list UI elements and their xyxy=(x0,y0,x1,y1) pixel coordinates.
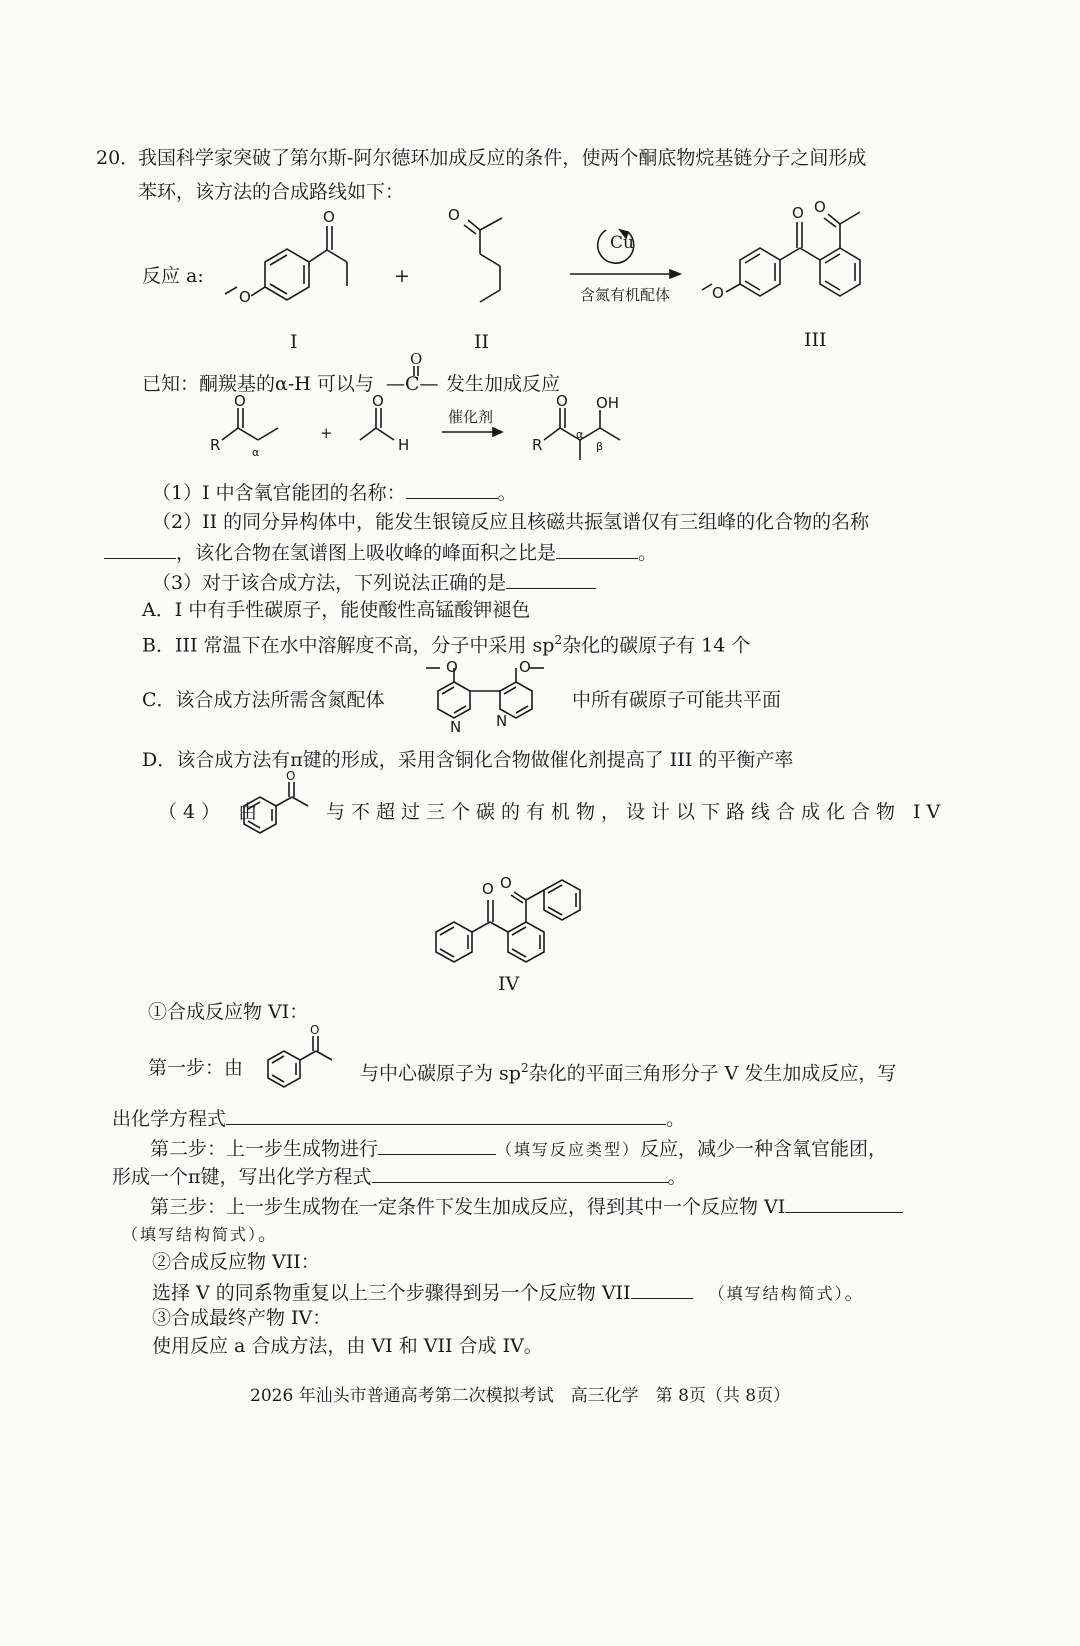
q4-step2-line2-label: 形成一个π键，写出化学方程式 xyxy=(112,1166,372,1188)
ligand-left-O: O xyxy=(446,658,458,676)
q4-post: 与不超过三个碳的有机物，设计以下路线合成化合物 IV xyxy=(326,801,947,823)
known-suffix: 发生加成反应 xyxy=(446,373,561,395)
q1-end: 。 xyxy=(497,482,517,504)
known-product-OH: OH xyxy=(596,394,620,412)
q4-step3 xyxy=(150,1194,903,1219)
q1-answer-blank[interactable] xyxy=(406,480,498,499)
q3-option-A: A．I 中有手性碳原子，能使酸性高锰酸钾褪色 xyxy=(142,599,531,621)
acetophenone-structure-step1 xyxy=(260,1023,350,1092)
q4-step1-end: 。 xyxy=(666,1108,686,1130)
q3-option-B-pre: B．III 常温下在水中溶解度不高，分子中采用 sp xyxy=(142,634,555,657)
page-footer: 2026 年汕头市普通高考第二次模拟考试 高三化学 第 8页（共 8页） xyxy=(250,1386,791,1406)
q4-step1-equation-blank[interactable] xyxy=(226,1106,666,1125)
question-intro-line2: 苯环，该方法的合成路线如下： xyxy=(138,181,405,203)
plus-sign-a: + xyxy=(394,265,410,287)
q1-label: （1）I 中含氧官能团的名称： xyxy=(152,482,406,504)
ligand-left-N: N xyxy=(450,718,462,736)
q4-part3-title: ③合成最终产物 IV： xyxy=(152,1307,332,1329)
q4-step1-post xyxy=(360,1056,896,1085)
q4-step3-note: （填写结构简式） xyxy=(122,1225,259,1244)
q2-line2 xyxy=(104,540,657,565)
q4-step2 xyxy=(150,1136,887,1162)
question-intro-line1: 我国科学家突破了第尔斯-阿尔德环加成反应的条件，使两个酮底物烷基链分子之间形成 xyxy=(138,147,867,169)
q4-step2-b: 反应，减少一种含氧官能团， xyxy=(640,1138,888,1160)
q4-step1-post-b: 杂化的平面三角形分子 V 发生加成反应，写 xyxy=(528,1062,897,1085)
compound-IV-structure xyxy=(430,840,610,970)
q2-name-blank[interactable] xyxy=(104,540,176,559)
ligand-right-N: N xyxy=(496,712,508,730)
q2-ratio-blank[interactable] xyxy=(556,540,638,559)
q4-part2 xyxy=(152,1280,864,1306)
q2-mid: ，该化合物在氢谱图上吸收峰的峰面积之比是 xyxy=(176,542,557,564)
known-reactant-R: R xyxy=(210,436,221,454)
q4-step1-post-a: 与中心碳原子为 sp xyxy=(360,1062,521,1085)
compound-II-O: O xyxy=(448,206,460,224)
q3-option-B xyxy=(142,628,750,657)
q2-text: （2）II 的同分异构体中，能发生银镜反应且核磁共振氢谱仅有三组峰的化合物的名称 xyxy=(152,511,870,533)
known-reactant-alpha: α xyxy=(252,446,260,459)
known-product-O: O xyxy=(556,392,568,410)
q4-part2-note: （填写结构简式） xyxy=(708,1284,845,1303)
q4-step3-end: 。 xyxy=(258,1223,278,1245)
known-reactant-O: O xyxy=(234,392,246,410)
q4-step1-line2-label: 出化学方程式 xyxy=(112,1108,227,1130)
q4-step2-type-blank[interactable] xyxy=(378,1136,496,1155)
compound-label-I: I xyxy=(290,331,298,353)
compound-III-ketone-O: O xyxy=(792,204,804,222)
known-carbonyl-O: O xyxy=(410,350,423,368)
aldol-reaction-scheme xyxy=(210,392,650,466)
known-product-beta: β xyxy=(596,440,604,453)
q3-label: （3）对于该合成方法，下列说法正确的是 xyxy=(152,572,507,594)
known-catalyst-label: 催化剂 xyxy=(448,408,494,426)
q4-step0: ①合成反应物 VI： xyxy=(148,1001,309,1023)
q3-answer-blank[interactable] xyxy=(506,570,596,589)
acetophenone-O-q4: O xyxy=(286,769,296,783)
q3-option-D: D．该合成方法有π键的形成，采用含铜化合物做催化剂提高了 III 的平衡产率 xyxy=(142,749,794,771)
q3-option-C-pre: C．该合成方法所需含氮配体 xyxy=(142,689,385,711)
q3-text xyxy=(152,570,596,595)
q4-step3-line2 xyxy=(122,1222,277,1247)
compound-I-structure xyxy=(215,208,375,312)
known-plus: + xyxy=(320,424,333,442)
compound-IV-label: IV xyxy=(498,973,520,995)
bipyridine-ligand-structure xyxy=(420,654,570,736)
q4-step2-end: 。 xyxy=(667,1166,687,1188)
q4-step1-line2 xyxy=(112,1106,685,1131)
compound-I-ether-O: O xyxy=(239,288,251,306)
q4-part3-text: 使用反应 a 合成方法，由 VI 和 VII 合成 IV。 xyxy=(152,1335,543,1357)
q1-text xyxy=(152,480,517,505)
compound-label-III: III xyxy=(804,329,827,351)
reaction-a-label: 反应 a: xyxy=(142,265,204,287)
ligand-condition-label: 含氮有机配体 xyxy=(580,286,671,304)
acetophenone-structure-q4 xyxy=(236,769,326,838)
compound-III-acetyl-O: O xyxy=(814,198,826,216)
question-number: 20． xyxy=(96,147,140,169)
copper-catalyst-label: Cu xyxy=(610,233,634,253)
known-product-alpha: α xyxy=(576,428,584,441)
known-prefix: 已知：酮羰基的α-H 可以与 xyxy=(142,373,374,395)
compound-II-structure xyxy=(440,198,530,308)
known-product-R: R xyxy=(532,436,543,454)
q4-part2-title: ②合成反应物 VII： xyxy=(152,1251,320,1273)
q4-step1-sup: 2 xyxy=(520,1061,529,1075)
compound-IV-ketone-O-left: O xyxy=(482,880,494,898)
q4-step3-text: 第三步：上一步生成物在一定条件下发生加成反应，得到其中一个反应物 VI xyxy=(150,1196,786,1218)
compound-III-ether-O: O xyxy=(712,284,724,302)
known-aldehyde-H: H xyxy=(398,436,410,454)
q4-step1-pre: 第一步：由 xyxy=(148,1057,244,1079)
q4-part2-text: 选择 V 的同系物重复以上三个步骤得到另一个反应物 VII xyxy=(152,1282,631,1304)
q4-step2-equation-blank[interactable] xyxy=(372,1164,668,1183)
q4-step2-a: 第二步：上一步生成物进行 xyxy=(150,1138,379,1160)
q4-pre: （4） 由 xyxy=(158,801,264,823)
known-aldehyde-O: O xyxy=(372,392,384,410)
known-carbonyl-C: —C— xyxy=(386,373,439,395)
ligand-right-O: O xyxy=(519,658,531,676)
q3-option-B-post: 杂化的碳原子有 14 个 xyxy=(562,634,751,657)
compound-I-ketone-O: O xyxy=(323,208,335,226)
q4-part2-VII-blank[interactable] xyxy=(631,1280,693,1299)
compound-label-II: II xyxy=(474,331,490,353)
compound-III-structure xyxy=(700,200,890,320)
q4-part2-end: 。 xyxy=(844,1282,864,1304)
q4-step2-note: （填写反应类型） xyxy=(496,1140,641,1159)
q4-step2-line2 xyxy=(112,1164,687,1189)
acetophenone-O-step1: O xyxy=(310,1023,320,1037)
q3-option-B-sup: 2 xyxy=(554,633,563,647)
compound-IV-ketone-O-right: O xyxy=(500,874,512,892)
q3-option-C-post: 中所有碳原子可能共平面 xyxy=(572,689,782,711)
q2-end: 。 xyxy=(638,542,658,564)
q4-step3-VI-blank[interactable] xyxy=(785,1194,903,1213)
